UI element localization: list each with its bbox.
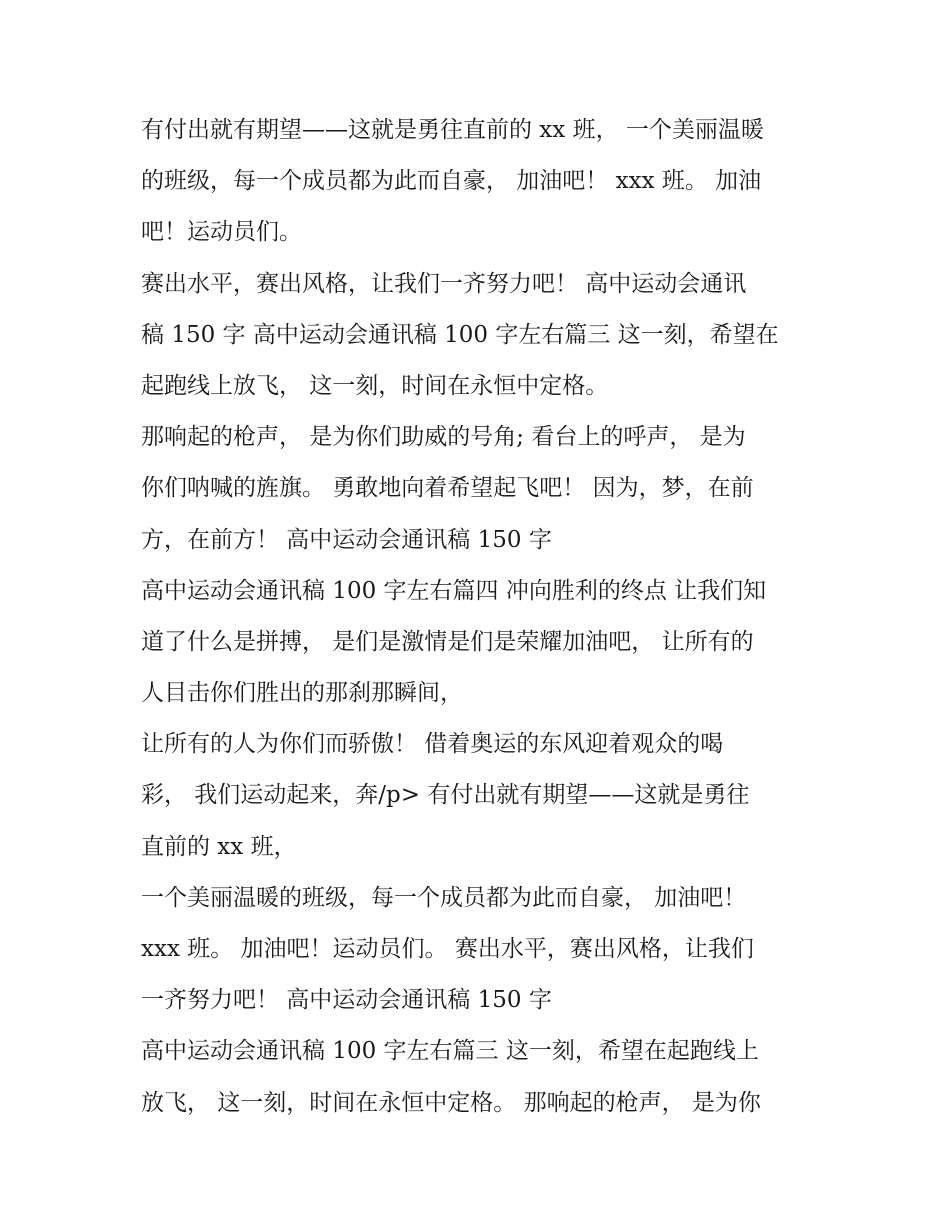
text-line: 方，在前方！ 高中运动会通讯稿 150 字 xyxy=(141,526,552,553)
paragraph-6 xyxy=(141,873,821,1027)
document-body xyxy=(141,105,821,1129)
text-line: 彩， 我们运动起来，奔/p> 有付出就有期望——这就是勇往 xyxy=(141,782,750,809)
text-line: 稿 150 字 高中运动会通讯稿 100 字左右篇三 这一刻，希望在 xyxy=(141,321,779,348)
text-line: 高中运动会通讯稿 100 字左右篇四 冲向胜利的终点 让我们知 xyxy=(141,577,767,604)
text-line: 你们呐喊的旌旗。 勇敢地向着希望起飞吧！ 因为，梦，在前 xyxy=(141,475,754,502)
text-line: 直前的 xx 班， xyxy=(141,833,297,860)
text-line: 起跑线上放飞， 这一刻，时间在永恒中定格。 xyxy=(141,372,609,399)
text-line: 让所有的人为你们而骄傲！ 借着奥运的东风迎着观众的喝 xyxy=(141,731,724,758)
text-line: 的班级，每一个成员都为此而自豪， 加油吧！ xxx 班。 加油 xyxy=(141,168,762,195)
text-line: 吧！运动员们。 xyxy=(141,219,302,246)
paragraph-1 xyxy=(141,105,821,259)
text-line: 道了什么是拼搏， 是们是激情是们是荣耀加油吧， 让所有的 xyxy=(141,628,754,655)
paragraph-3 xyxy=(141,412,821,566)
text-line: 有付出就有期望——这就是勇往直前的 xx 班， 一个美丽温暖 xyxy=(141,117,764,143)
paragraph-4 xyxy=(141,566,821,720)
paragraph-2 xyxy=(141,259,821,413)
text-line: xxx 班。 加油吧！运动员们。 赛出水平，赛出风格，让我们 xyxy=(141,936,754,962)
paragraph-5 xyxy=(141,719,821,873)
text-line: 一齐努力吧！ 高中运动会通讯稿 150 字 xyxy=(141,987,552,1014)
text-line: 高中运动会通讯稿 100 字左右篇三 这一刻，希望在起跑线上 xyxy=(141,1038,759,1065)
text-line: 那响起的枪声， 是为你们助威的号角; 看台上的呼声， 是为 xyxy=(141,424,746,451)
text-line: 人目击你们胜出的那刹那瞬间， xyxy=(141,680,463,707)
text-line: 赛出水平，赛出风格，让我们一齐努力吧！ 高中运动会通讯 xyxy=(141,270,747,297)
text-line: 一个美丽温暖的班级，每一个成员都为此而自豪， 加油吧！ xyxy=(141,884,747,911)
paragraph-7 xyxy=(141,1026,821,1128)
text-line: 放飞， 这一刻，时间在永恒中定格。 那响起的枪声， 是为你 xyxy=(141,1089,761,1116)
